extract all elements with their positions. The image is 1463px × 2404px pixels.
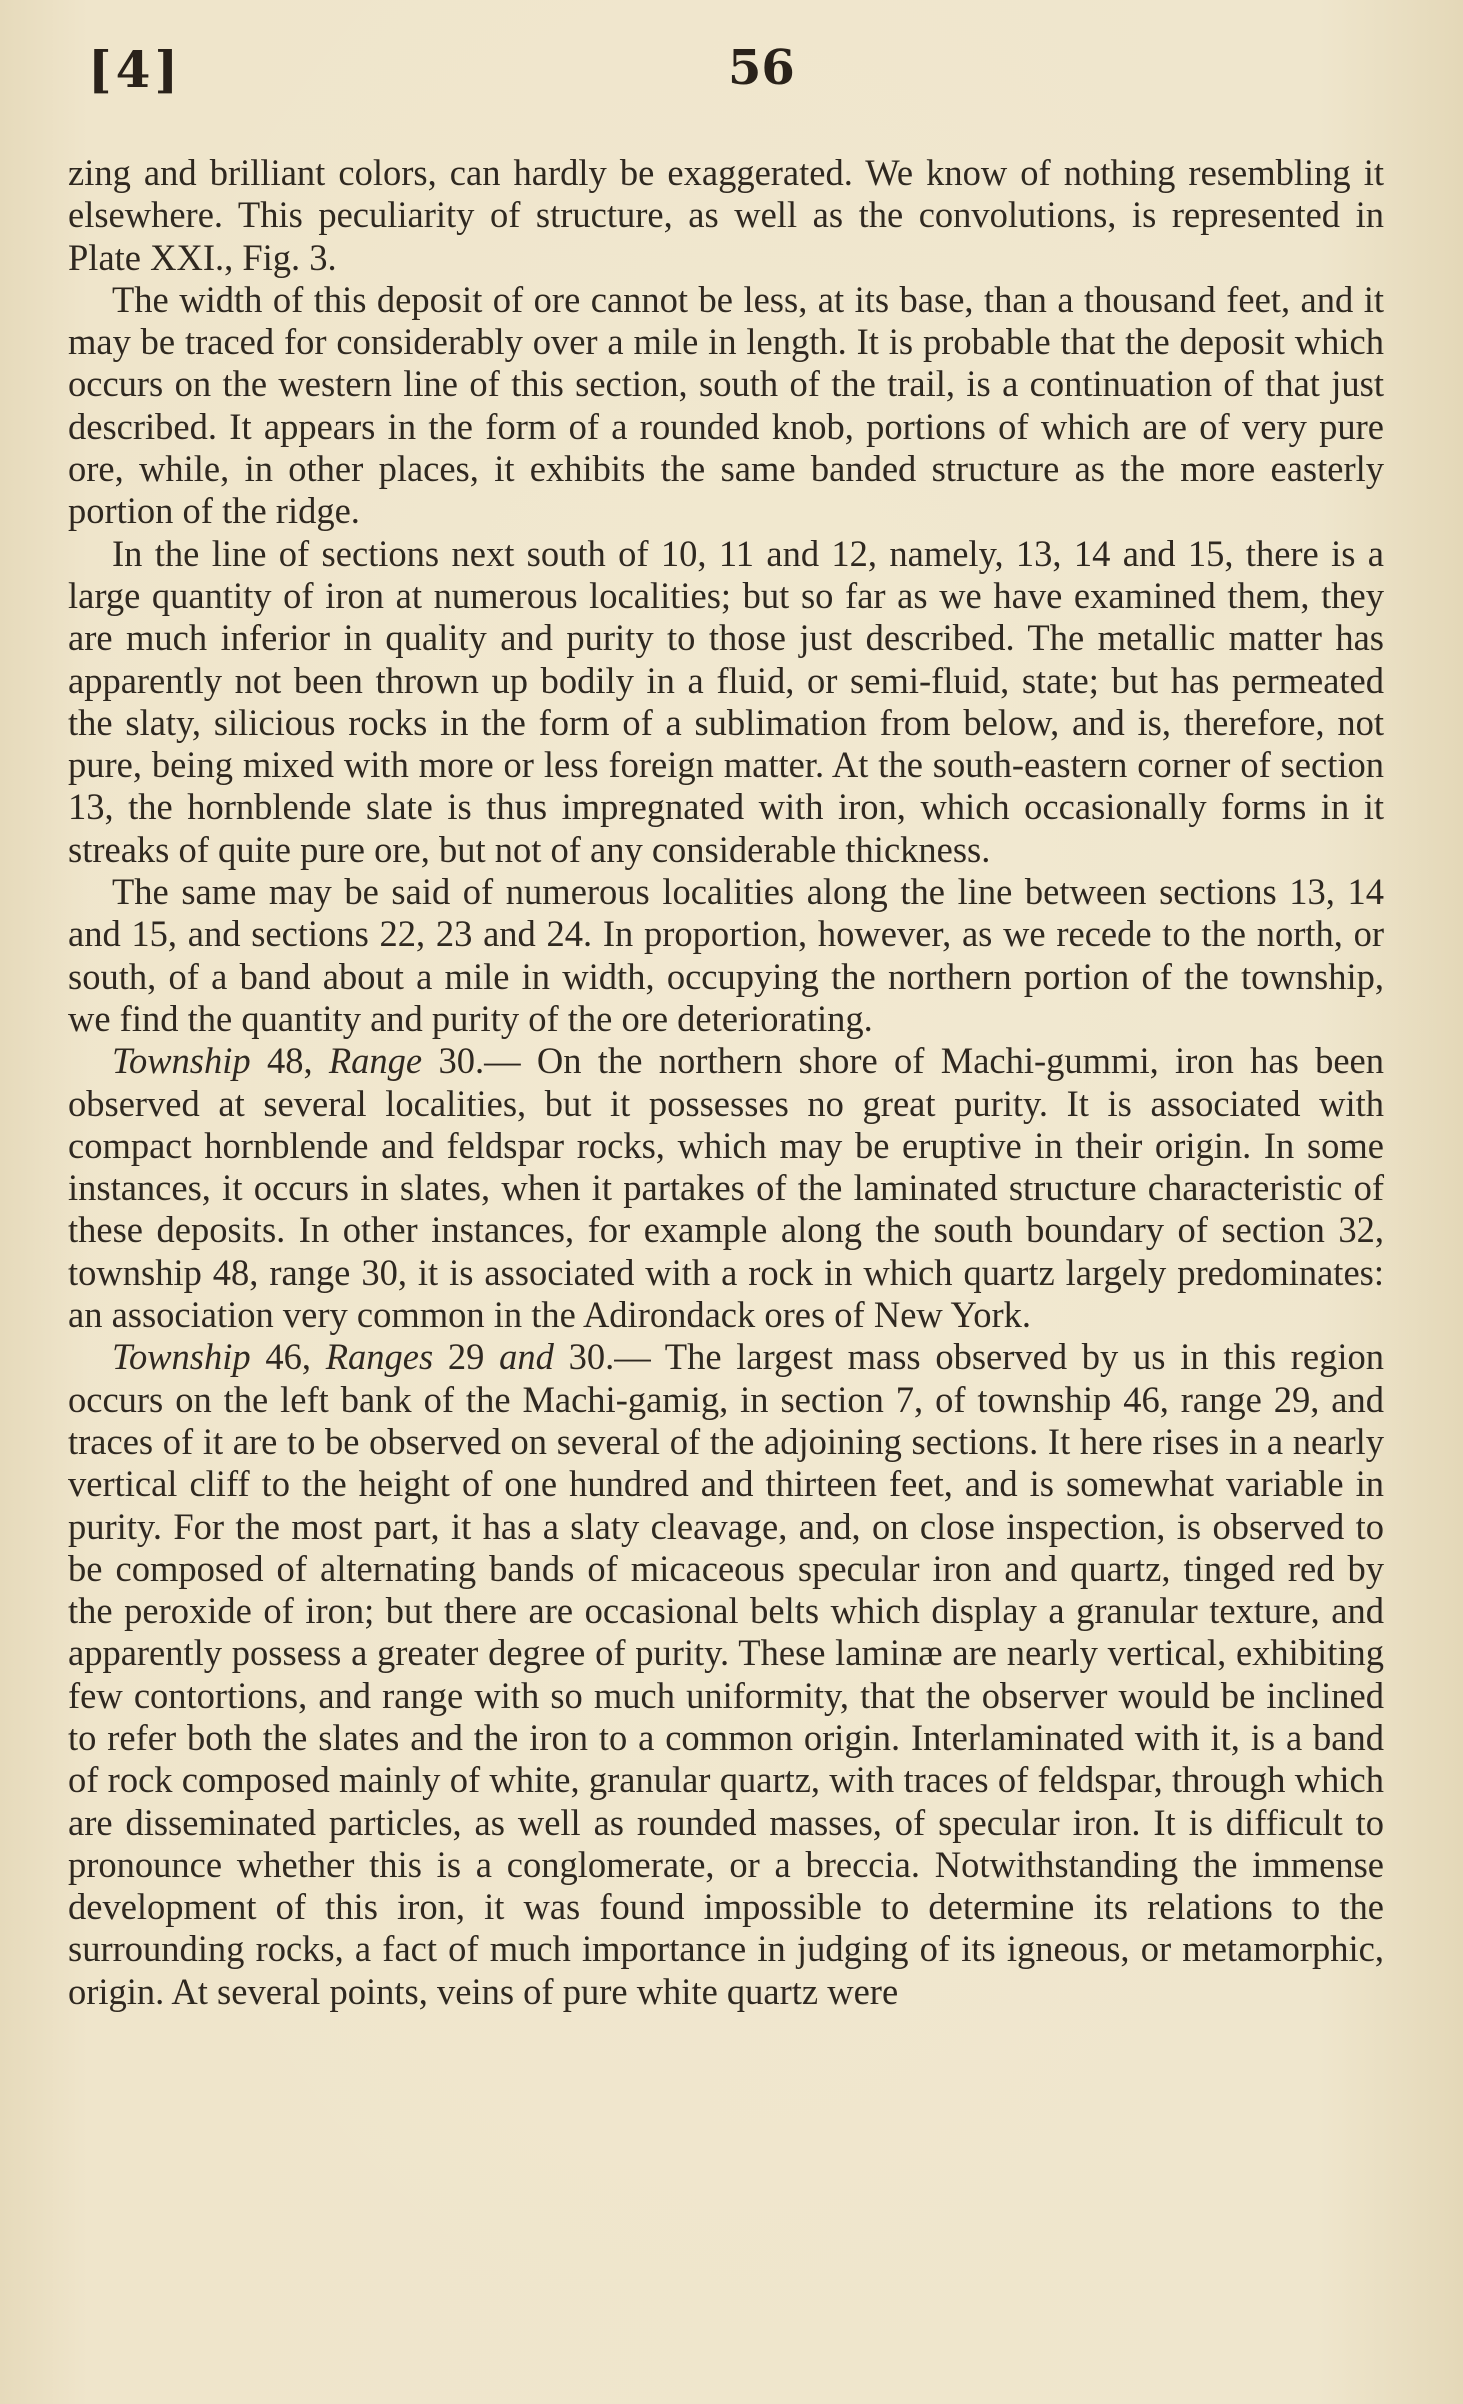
paragraph-text: zing and brilliant colors, can hardly be exaggerated. We know of nothing resembling it elsewhere. This peculiarity of structure, as well as the convolutions, is represented in Plate XXI., Fig. 3. — [68, 152, 1384, 278]
ranges-label: Ranges — [325, 1336, 434, 1378]
paragraph-text: The same may be said of numerous localities along the line between sections 13, 14 and 15, and sections 22, 23 and 24. In proportion, however, as we recede to the north, or south, of a band about a mile in width, occupying the northern portion of the township, we find the quantity and purity of the ore deteriorating. — [68, 871, 1384, 1039]
paragraph-text: The width of this deposit of ore cannot be less, at its base, than a thousand feet, and it may be traced for considerably over a mile in length. It is probable that the deposit which occurs on the western line of this section, south of the trail, is a continuation of that just described. It appears in the form of a rounded knob, portions of which are of very pure ore, while, in other places, it exhibits the same banded structure as the more easterly portion of the ridge. — [68, 278, 1384, 532]
township-label: Township — [112, 1336, 251, 1378]
township-number: 48, — [250, 1040, 329, 1082]
paragraph-numerous-localities — [68, 871, 1384, 1040]
paragraph-sections-south — [68, 533, 1384, 871]
township-label: Township — [112, 1040, 251, 1082]
paragraph-text: 30.— The largest mass observed by us in this region occurs on the left bank of the Machi-gamig, in section 7, of township 46, range 29, and traces of it are to be observed on several of the adjoining sections. It here rises in a nearly vertical cliff to the height of one hundred and thirteen feet, and is somewhat variable in purity. For the most part, it has a slaty cleavage, and, on close inspection, is observed to be composed of alternating bands of micaceous specular iron and quartz, tinged red by the peroxide of iron; but there are occasional belts which display a granular texture, and apparently possess a greater degree of purity. These laminæ are nearly vertical, exhibiting few contortions, and range with so much uniformity, that the observer would be inclined to refer both the slates and the iron to a common origin. Interlaminated with it, is a band of rock composed mainly of white, granular quartz, with traces of feldspar, through which are disseminated particles, as well as rounded masses, of specular iron. It is difficult to pronounce whether this is a conglomerate, or a breccia. Notwithstanding the immense development of this iron, it was found impossible to determine its relations to the surrounding rocks, a fact of much importance in judging of its igneous, or metamorphic, origin. At several points, veins of pure white quartz were — [68, 1336, 1385, 2012]
paragraph-ore-deposit-width — [68, 279, 1384, 533]
paragraph-text: 30.— On the northern shore of Machi-gummi, iron has been observed at several localities, but it possesses no great purity. It is associated with compact hornblende and feldspar rocks, which may be eruptive in their origin. In some instances, it occurs in slates, when it partakes of the laminated structure characteristic of these deposits. In other instances, for example along the south boundary of section 32, township 48, range 30, it is associated with a rock in which quartz largely predominates: an association very common in the Adirondack ores of New York. — [68, 1040, 1384, 1336]
page-number: 56 — [728, 40, 795, 96]
range-label: Range — [328, 1040, 423, 1082]
paragraph-text: In the line of sections next south of 10, 11 and 12, namely, 13, 14 and 15, there is a large quantity of iron at numerous localities; but so far as we have examined them, they are much inferior in quality and purity to those just described. The metallic matter has apparently not been thrown up bodily in a fluid, or semi-fluid, state; but has permeated the slaty, silicious rocks in the form of a sublimation from below, and is, therefore, not pure, being mixed with more or less foreign matter. At the south-eastern corner of section 13, the hornblende slate is thus impregnated with iron, which occasionally forms in it streaks of quite pure ore, but not of any considerable thickness. — [68, 532, 1384, 870]
township-number: 46, — [250, 1336, 326, 1378]
range-number: 29 — [433, 1336, 500, 1378]
document-number: [4] — [88, 40, 183, 99]
page-header — [88, 40, 1375, 110]
paragraph-township-46 — [68, 1336, 1384, 2013]
paragraph-continued — [68, 152, 1384, 279]
body-text — [68, 152, 1384, 2013]
and-label: and — [499, 1336, 554, 1378]
paragraph-township-48 — [68, 1040, 1384, 1336]
